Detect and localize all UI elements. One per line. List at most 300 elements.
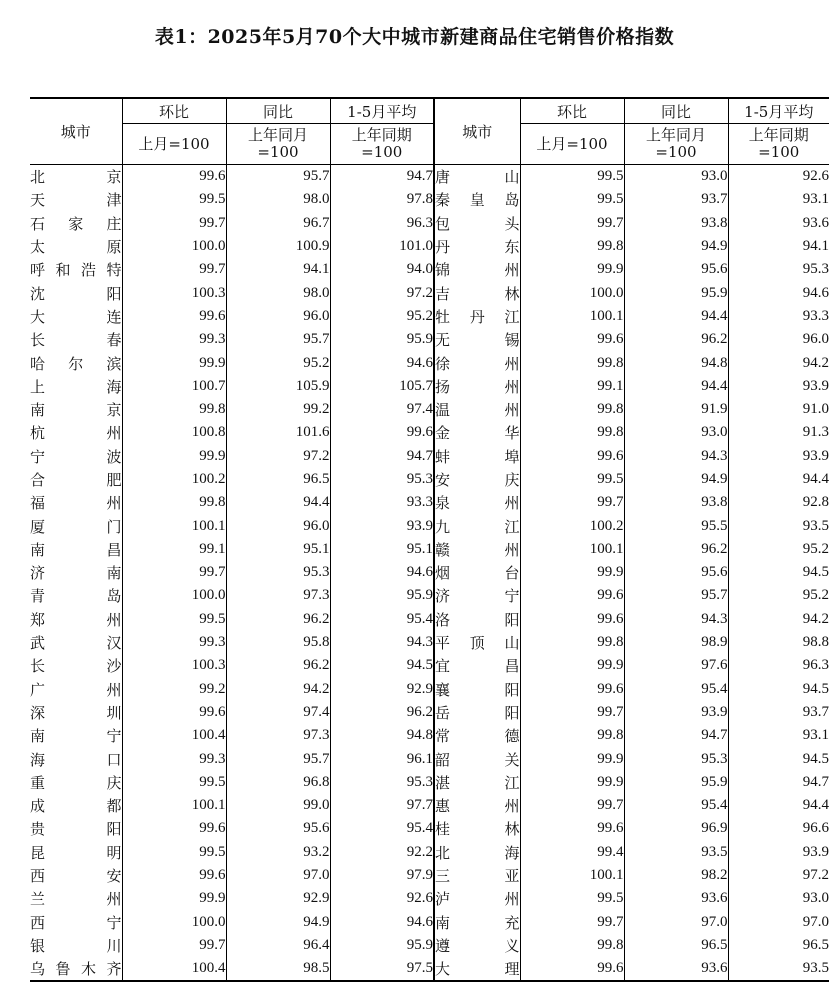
avg-value: 92.2 — [330, 841, 434, 864]
mom-value: 99.6 — [520, 608, 624, 631]
mom-value: 99.8 — [520, 235, 624, 258]
yoy-value: 98.5 — [226, 957, 330, 981]
city-name — [30, 585, 122, 606]
table-row — [30, 817, 829, 840]
yoy-value: 96.2 — [624, 328, 728, 351]
mom-value: 99.8 — [520, 934, 624, 957]
city-cell-right — [434, 258, 520, 281]
city-char: 州 — [106, 424, 122, 443]
city-char: 兰 — [30, 890, 46, 909]
city-cell-left — [30, 445, 122, 468]
avg-value: 97.2 — [728, 864, 829, 887]
table-row — [30, 468, 829, 491]
city-name — [30, 516, 122, 537]
city-char: 家 — [68, 214, 84, 233]
avg-value: 93.9 — [330, 514, 434, 537]
city-char: 德 — [504, 727, 520, 746]
avg-value: 93.3 — [330, 491, 434, 514]
mom-value: 100.7 — [122, 375, 226, 398]
table-row — [30, 957, 829, 981]
city-name — [30, 749, 122, 770]
yoy-value: 97.3 — [226, 724, 330, 747]
yoy-value: 97.4 — [226, 701, 330, 724]
city-char: 泸 — [435, 890, 451, 909]
city-cell-right — [434, 934, 520, 957]
avg-base-line-1: 上年同期 — [748, 126, 809, 144]
avg-base-line-2: =100 — [361, 143, 403, 161]
avg-value: 97.7 — [330, 794, 434, 817]
city-cell-left — [30, 654, 122, 677]
avg-base-line-1: 上年同期 — [351, 126, 412, 144]
city-cell-right — [434, 887, 520, 910]
city-cell-left — [30, 398, 122, 421]
city-char: 锦 — [435, 261, 451, 280]
city-char: 南 — [30, 727, 46, 746]
city-char: 口 — [106, 750, 122, 769]
city-char: 天 — [30, 191, 46, 210]
city-name — [435, 562, 520, 583]
avg-value: 92.9 — [330, 678, 434, 701]
city-name — [435, 446, 520, 467]
avg-value: 97.0 — [728, 911, 829, 934]
city-cell-right — [434, 771, 520, 794]
mom-value: 99.8 — [520, 398, 624, 421]
city-char: 昌 — [106, 540, 122, 559]
mom-value: 99.5 — [520, 887, 624, 910]
yoy-value: 96.0 — [226, 514, 330, 537]
city-name — [435, 399, 520, 420]
avg-value: 94.1 — [728, 235, 829, 258]
avg-header: 1-5月平均 — [728, 98, 829, 124]
avg-value: 94.6 — [728, 281, 829, 304]
city-char: 遵 — [435, 936, 451, 955]
city-cell-left — [30, 375, 122, 398]
city-cell-left — [30, 678, 122, 701]
avg-value: 95.2 — [330, 305, 434, 328]
avg-value: 93.1 — [728, 724, 829, 747]
city-char: 尔 — [68, 354, 84, 373]
city-char: 州 — [504, 797, 520, 816]
city-cell-right — [434, 375, 520, 398]
city-cell-left — [30, 491, 122, 514]
city-char: 呼 — [30, 261, 46, 280]
yoy-value: 95.6 — [624, 258, 728, 281]
city-char: 扬 — [435, 377, 451, 396]
yoy-value: 92.9 — [226, 887, 330, 910]
yoy-value: 95.7 — [624, 584, 728, 607]
yoy-value: 94.7 — [624, 724, 728, 747]
mom-value: 99.9 — [520, 258, 624, 281]
avg-value: 96.3 — [728, 654, 829, 677]
city-char: 海 — [30, 750, 46, 769]
yoy-value: 96.2 — [226, 608, 330, 631]
table-row — [30, 678, 829, 701]
mom-value: 99.5 — [122, 841, 226, 864]
city-name — [30, 469, 122, 490]
avg-base-header — [330, 124, 434, 165]
yoy-value: 95.8 — [226, 631, 330, 654]
avg-value: 96.2 — [330, 701, 434, 724]
city-name — [30, 329, 122, 350]
table-row — [30, 747, 829, 770]
city-cell-left — [30, 561, 122, 584]
city-char: 州 — [106, 494, 122, 513]
city-cell-left — [30, 538, 122, 561]
city-char: 州 — [504, 401, 520, 420]
yoy-value: 95.5 — [624, 514, 728, 537]
mom-value: 100.1 — [520, 864, 624, 887]
city-cell-right — [434, 864, 520, 887]
avg-value: 97.9 — [330, 864, 434, 887]
city-char: 南 — [435, 913, 451, 932]
mom-value: 100.2 — [520, 514, 624, 537]
city-cell-right — [434, 841, 520, 864]
city-char: 义 — [504, 936, 520, 955]
yoy-value: 96.5 — [624, 934, 728, 957]
mom-value: 99.5 — [520, 468, 624, 491]
city-char: 大 — [30, 307, 46, 326]
city-char: 包 — [435, 214, 451, 233]
mom-value: 99.3 — [122, 631, 226, 654]
city-name — [435, 166, 520, 187]
avg-value: 94.5 — [728, 678, 829, 701]
city-name — [435, 329, 520, 350]
city-cell-right — [434, 538, 520, 561]
city-cell-left — [30, 864, 122, 887]
city-cell-left — [30, 701, 122, 724]
city-char: 上 — [30, 377, 46, 396]
city-char: 赣 — [435, 540, 451, 559]
city-cell-right — [434, 561, 520, 584]
yoy-value: 97.0 — [226, 864, 330, 887]
avg-base-line-2: =100 — [758, 143, 800, 161]
avg-value: 99.6 — [330, 421, 434, 444]
city-cell-right — [434, 631, 520, 654]
city-name — [435, 888, 520, 909]
city-cell-left — [30, 887, 122, 910]
city-cell-left — [30, 258, 122, 281]
mom-value: 99.5 — [122, 188, 226, 211]
yoy-value: 93.7 — [624, 188, 728, 211]
city-char: 长 — [30, 331, 46, 350]
city-char: 吉 — [435, 284, 451, 303]
city-char: 重 — [30, 773, 46, 792]
avg-value: 97.2 — [330, 281, 434, 304]
city-name — [30, 655, 122, 676]
city-cell-right — [434, 328, 520, 351]
city-name — [30, 189, 122, 210]
avg-value: 97.4 — [330, 398, 434, 421]
yoy-value: 96.4 — [226, 934, 330, 957]
city-char: 理 — [504, 960, 520, 979]
yoy-value: 97.2 — [226, 445, 330, 468]
city-char: 阳 — [106, 820, 122, 839]
city-char: 唐 — [435, 168, 451, 187]
table-row — [30, 841, 829, 864]
avg-value: 93.9 — [728, 841, 829, 864]
city-char: 京 — [106, 168, 122, 187]
city-name — [30, 772, 122, 793]
avg-value: 92.6 — [330, 887, 434, 910]
yoy-base-line-1: 上年同月 — [645, 126, 706, 144]
avg-value: 95.1 — [330, 538, 434, 561]
city-name — [30, 259, 122, 280]
city-char: 桂 — [435, 820, 451, 839]
city-header: 城市 — [30, 98, 122, 165]
mom-value: 100.1 — [520, 538, 624, 561]
yoy-value: 93.0 — [624, 165, 728, 189]
table-row — [30, 212, 829, 235]
mom-value: 99.7 — [122, 561, 226, 584]
city-char: 皇 — [469, 191, 485, 210]
price-index-table — [30, 97, 829, 982]
city-char: 平 — [435, 634, 451, 653]
avg-value: 93.1 — [728, 188, 829, 211]
mom-value: 99.6 — [122, 817, 226, 840]
mom-base-header: 上月=100 — [122, 124, 226, 165]
avg-value: 92.6 — [728, 165, 829, 189]
yoy-value: 95.2 — [226, 351, 330, 374]
mom-value: 100.4 — [122, 724, 226, 747]
city-cell-left — [30, 934, 122, 957]
mom-value: 100.1 — [122, 514, 226, 537]
city-name — [435, 609, 520, 630]
yoy-value: 91.9 — [624, 398, 728, 421]
avg-value: 97.8 — [330, 188, 434, 211]
city-char: 金 — [435, 424, 451, 443]
table-row — [30, 281, 829, 304]
city-char: 成 — [30, 797, 46, 816]
city-char: 福 — [30, 494, 46, 513]
city-name — [30, 422, 122, 443]
city-char: 南 — [30, 540, 46, 559]
city-char: 宜 — [435, 657, 451, 676]
yoy-value: 96.8 — [226, 771, 330, 794]
city-name — [30, 818, 122, 839]
city-char: 牡 — [435, 307, 451, 326]
yoy-value: 98.0 — [226, 281, 330, 304]
yoy-value: 100.9 — [226, 235, 330, 258]
table-row — [30, 491, 829, 514]
city-char: 北 — [435, 843, 451, 862]
avg-value: 94.6 — [330, 911, 434, 934]
city-char: 青 — [30, 587, 46, 606]
city-name — [30, 213, 122, 234]
city-name — [30, 632, 122, 653]
mom-value: 99.1 — [520, 375, 624, 398]
city-name — [30, 236, 122, 257]
mom-value: 99.6 — [520, 445, 624, 468]
city-name — [435, 725, 520, 746]
city-cell-right — [434, 351, 520, 374]
city-char: 京 — [106, 401, 122, 420]
city-char: 长 — [30, 657, 46, 676]
yoy-value: 94.8 — [624, 351, 728, 374]
avg-value: 98.8 — [728, 631, 829, 654]
avg-value: 96.1 — [330, 747, 434, 770]
city-name — [30, 679, 122, 700]
mom-value: 99.6 — [520, 584, 624, 607]
city-cell-right — [434, 654, 520, 677]
yoy-value: 95.4 — [624, 678, 728, 701]
avg-value: 96.0 — [728, 328, 829, 351]
city-char: 春 — [106, 331, 122, 350]
mom-header: 环比 — [122, 98, 226, 124]
city-name — [30, 492, 122, 513]
city-header: 城市 — [434, 98, 520, 165]
yoy-value: 95.6 — [624, 561, 728, 584]
city-cell-left — [30, 165, 122, 189]
avg-value: 91.0 — [728, 398, 829, 421]
city-cell-right — [434, 188, 520, 211]
city-name — [435, 912, 520, 933]
city-name — [435, 818, 520, 839]
city-cell-right — [434, 584, 520, 607]
mom-value: 99.6 — [122, 864, 226, 887]
city-cell-left — [30, 771, 122, 794]
city-char: 徐 — [435, 354, 451, 373]
table-row — [30, 351, 829, 374]
yoy-value: 95.9 — [624, 281, 728, 304]
mom-value: 99.7 — [520, 491, 624, 514]
city-cell-left — [30, 631, 122, 654]
yoy-value: 98.2 — [624, 864, 728, 887]
mom-value: 99.2 — [122, 678, 226, 701]
table-row — [30, 328, 829, 351]
city-name — [30, 958, 122, 979]
city-char: 丹 — [469, 307, 485, 326]
city-name — [435, 702, 520, 723]
mom-value: 99.8 — [520, 351, 624, 374]
city-cell-left — [30, 841, 122, 864]
yoy-value: 96.0 — [226, 305, 330, 328]
avg-value: 95.4 — [330, 817, 434, 840]
city-char: 阳 — [504, 610, 520, 629]
mom-value: 99.8 — [520, 421, 624, 444]
city-cell-left — [30, 235, 122, 258]
yoy-value: 95.1 — [226, 538, 330, 561]
city-char: 山 — [504, 634, 520, 653]
avg-value: 95.3 — [728, 258, 829, 281]
city-char: 三 — [435, 867, 451, 886]
yoy-value: 96.2 — [624, 538, 728, 561]
city-char: 庆 — [504, 471, 520, 489]
city-char: 无 — [435, 331, 451, 350]
mom-value: 99.5 — [520, 165, 624, 189]
mom-value: 99.7 — [122, 258, 226, 281]
avg-value: 95.2 — [728, 584, 829, 607]
avg-value: 94.4 — [728, 468, 829, 491]
city-name — [435, 259, 520, 280]
yoy-value: 94.9 — [624, 235, 728, 258]
table-row — [30, 794, 829, 817]
city-char: 海 — [106, 377, 122, 396]
city-char: 门 — [106, 517, 122, 536]
city-char: 烟 — [435, 564, 451, 583]
table-row — [30, 165, 829, 189]
city-cell-right — [434, 817, 520, 840]
city-cell-left — [30, 514, 122, 537]
city-char: 埠 — [504, 447, 520, 466]
yoy-value: 105.9 — [226, 375, 330, 398]
yoy-value: 94.3 — [624, 445, 728, 468]
yoy-base-line-1: 上年同月 — [247, 126, 308, 144]
mom-value: 100.8 — [122, 421, 226, 444]
yoy-value: 93.6 — [624, 887, 728, 910]
city-char: 浩 — [80, 261, 96, 280]
city-char: 州 — [504, 540, 520, 559]
avg-value: 95.9 — [330, 328, 434, 351]
city-name — [435, 539, 520, 560]
city-cell-left — [30, 747, 122, 770]
city-cell-left — [30, 328, 122, 351]
city-cell-left — [30, 608, 122, 631]
avg-value: 94.2 — [728, 351, 829, 374]
city-cell-right — [434, 305, 520, 328]
city-char: 州 — [504, 890, 520, 909]
city-char: 庄 — [106, 214, 122, 233]
city-char: 安 — [106, 867, 122, 886]
avg-value: 95.4 — [330, 608, 434, 631]
mom-value: 99.7 — [520, 911, 624, 934]
mom-value: 99.6 — [122, 701, 226, 724]
mom-value: 99.1 — [122, 538, 226, 561]
city-char: 海 — [504, 843, 520, 862]
yoy-value: 99.2 — [226, 398, 330, 421]
city-char: 安 — [435, 471, 451, 489]
city-char: 乌 — [30, 960, 46, 979]
city-char: 州 — [504, 377, 520, 396]
city-char: 都 — [106, 797, 122, 816]
city-char: 沈 — [30, 284, 46, 303]
avg-value: 95.9 — [330, 584, 434, 607]
yoy-value: 93.8 — [624, 491, 728, 514]
yoy-value: 94.3 — [624, 608, 728, 631]
table-row — [30, 514, 829, 537]
city-char: 林 — [504, 284, 520, 303]
city-name — [435, 213, 520, 234]
city-name — [30, 446, 122, 467]
yoy-value: 96.2 — [226, 654, 330, 677]
yoy-base-header — [624, 124, 728, 165]
city-name — [435, 679, 520, 700]
city-char: 鲁 — [55, 960, 71, 979]
city-char: 关 — [504, 750, 520, 769]
city-char: 合 — [30, 471, 46, 489]
city-char: 阳 — [504, 680, 520, 699]
city-char: 州 — [504, 494, 520, 513]
avg-value: 94.8 — [330, 724, 434, 747]
city-char: 原 — [106, 238, 122, 257]
mom-value: 99.6 — [122, 305, 226, 328]
city-char: 厦 — [30, 517, 46, 536]
city-char: 东 — [504, 238, 520, 257]
yoy-value: 93.8 — [624, 212, 728, 235]
city-char: 洛 — [435, 610, 451, 629]
yoy-value: 95.3 — [624, 747, 728, 770]
mom-value: 100.3 — [122, 654, 226, 677]
city-name — [30, 353, 122, 374]
city-name — [435, 306, 520, 327]
table-row — [30, 235, 829, 258]
avg-value: 95.9 — [330, 934, 434, 957]
yoy-value: 95.7 — [226, 747, 330, 770]
city-name — [435, 283, 520, 304]
city-char: 岛 — [504, 191, 520, 210]
yoy-value: 96.5 — [226, 468, 330, 491]
city-char: 山 — [504, 168, 520, 187]
city-char: 汉 — [106, 634, 122, 653]
